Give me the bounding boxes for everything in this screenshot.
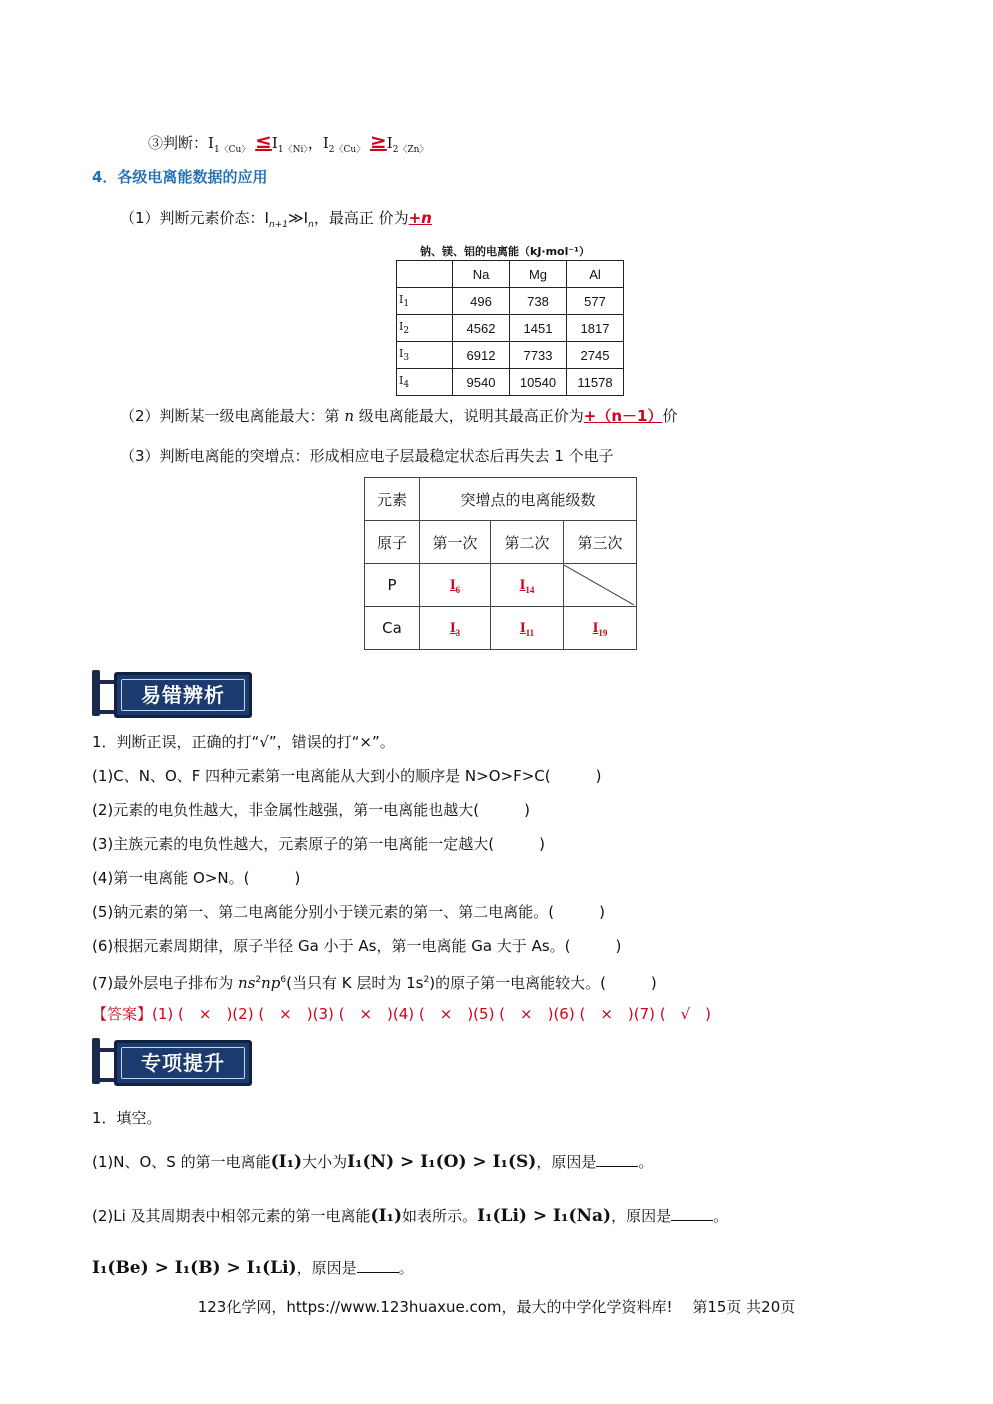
- table-cell: 11578: [567, 369, 624, 396]
- text: 如表所示。: [402, 1207, 478, 1225]
- table-row: [397, 288, 624, 315]
- fill-intro: 1．填空。: [92, 1109, 162, 1127]
- judge-item: (4)第一电离能 O>N。( ): [92, 869, 301, 887]
- math-expression: I₁(N) > I₁(O) > I₁(S): [347, 1152, 537, 1172]
- text: ，原因是: [536, 1153, 597, 1171]
- text: 。: [398, 1259, 414, 1277]
- answer-symbol: ≤: [255, 129, 272, 153]
- table-header-row: [397, 261, 624, 288]
- math-expression: (I₁): [370, 1206, 403, 1226]
- answer-text: (1) ( × )(2) ( × )(3) ( × )(4) ( × )(5) ( × )(6) ( × )(7) ( √ ): [152, 1005, 712, 1023]
- text: 〈Cu〉: [334, 145, 366, 155]
- table-cell: 496: [453, 288, 510, 315]
- text: 19: [598, 628, 608, 638]
- table-cell: Mg: [510, 261, 567, 288]
- banner-label: 专项提升: [121, 1047, 245, 1079]
- text: 2: [423, 975, 430, 985]
- text: n: [308, 220, 314, 230]
- table-cell: 577: [567, 288, 624, 315]
- text: ，I: [307, 134, 329, 152]
- table-cell: 第一次: [420, 521, 491, 564]
- table-cell: Na: [453, 261, 510, 288]
- text: ，原因是: [611, 1207, 672, 1225]
- text: 〈Cu〉: [219, 145, 251, 155]
- table-cell: 738: [510, 288, 567, 315]
- table-cell: [397, 369, 453, 396]
- table-cell: 9540: [453, 369, 510, 396]
- answer-text: I: [449, 577, 456, 593]
- text: 3: [403, 353, 410, 364]
- banner-label: 易错辨析: [121, 679, 245, 711]
- text: n+1: [268, 220, 288, 230]
- answer-line: [92, 1004, 711, 1024]
- text: 3: [455, 628, 461, 638]
- text: (1)N、O、S 的第一电离能: [92, 1153, 271, 1171]
- table-row: [397, 342, 624, 369]
- table-cell: [420, 564, 491, 607]
- table-cell: [420, 607, 491, 650]
- text: 4: [403, 380, 410, 391]
- table-row: [365, 607, 637, 650]
- table-cell: 1817: [567, 315, 624, 342]
- judge-item: (1)C、N、O、F 四种元素第一电离能从大到小的顺序是 N>O>F>C( ): [92, 767, 602, 785]
- math-expression: I₁(Li) > I₁(Na): [477, 1206, 612, 1226]
- text: 2: [328, 145, 335, 155]
- judge-item: (3)主族元素的电负性越大，元素原子的第一电离能一定越大( ): [92, 835, 545, 853]
- text: I: [399, 319, 404, 333]
- fill-question-1: [92, 1152, 653, 1172]
- table-cell: 10540: [510, 369, 567, 396]
- table-cell: [397, 288, 453, 315]
- text: I: [386, 134, 393, 152]
- section-title: 4．各级电离能数据的应用: [92, 168, 268, 186]
- text: np: [261, 974, 281, 992]
- diagonal-cell: [564, 564, 637, 607]
- table-cell: 6912: [453, 342, 510, 369]
- table-cell: P: [365, 564, 420, 607]
- text: 价: [662, 407, 678, 425]
- table-cell: [397, 261, 453, 288]
- text: ns: [238, 974, 256, 992]
- table-cell: 元素: [365, 478, 420, 521]
- text: 大小为: [302, 1153, 348, 1171]
- table-cell: [397, 342, 453, 369]
- jump-point-table: [364, 477, 637, 650]
- table-cell: [491, 607, 564, 650]
- table-cell: [397, 315, 453, 342]
- text: （2）判断某一级电离能最大：第: [120, 407, 345, 425]
- table-cell: 2745: [567, 342, 624, 369]
- ionization-energy-table: [396, 260, 624, 396]
- text: (2)Li 及其周期表中相邻元素的第一电离能: [92, 1207, 371, 1225]
- text: 。: [638, 1153, 654, 1171]
- paragraph-1: [120, 208, 432, 235]
- banner-plate: [114, 1040, 252, 1086]
- judge-item: (5)钠元素的第一、第二电离能分别小于镁元素的第一、第二电离能。( ): [92, 903, 605, 921]
- text: 6: [455, 585, 461, 595]
- answer-text: I: [519, 577, 526, 593]
- text: 14: [525, 585, 535, 595]
- answer-blank[interactable]: [596, 1152, 638, 1167]
- answer-blank[interactable]: [357, 1258, 399, 1273]
- table-caption: 钠、镁、铝的电离能（kJ·mol⁻¹）: [420, 245, 590, 258]
- answer-blank[interactable]: [671, 1206, 713, 1221]
- fill-question-2: [92, 1206, 728, 1226]
- answer-text: I: [519, 620, 526, 636]
- answer-text: +n: [408, 209, 432, 227]
- banner-plate: [114, 672, 252, 718]
- judge-item: (2)元素的电负性越大，非金属性越强，第一电离能也越大( ): [92, 801, 530, 819]
- fill-question-3: [92, 1258, 414, 1278]
- math-expression: (I₁): [270, 1152, 303, 1172]
- text: 2: [403, 326, 410, 337]
- section-banner: [92, 1038, 248, 1084]
- text: 级电离能最大，说明其最高正价为: [354, 407, 584, 425]
- table-cell: [564, 607, 637, 650]
- text: I: [399, 292, 404, 306]
- table-row: [397, 315, 624, 342]
- answer-text: I: [592, 620, 599, 636]
- answer-symbol: ≥: [369, 129, 387, 153]
- page-footer: 123化学网，https://www.123huaxue.com，最大的中学化学资料库! 第15页 共20页: [197, 1298, 796, 1316]
- text: n: [344, 407, 354, 425]
- table-cell: [491, 564, 564, 607]
- judgement-line: [148, 131, 428, 160]
- diagonal-line: [564, 565, 634, 605]
- text: I: [399, 373, 404, 387]
- judge-item: [92, 970, 657, 993]
- text: 。: [713, 1207, 729, 1225]
- judge-intro: 1．判断正误，正确的打“√”，错误的打“×”。: [92, 733, 395, 751]
- answer-text: I: [449, 620, 456, 636]
- text: 1: [213, 145, 220, 155]
- table-cell: 第二次: [491, 521, 564, 564]
- judge-item: (6)根据元素周期律，原子半径 Ga 小于 As，第一电离能 Ga 大于 As。( ): [92, 937, 622, 955]
- section-banner: [92, 670, 248, 716]
- text: ，最高正 价为: [313, 209, 409, 227]
- table-cell: Al: [567, 261, 624, 288]
- text: 2: [255, 975, 262, 985]
- text: 6: [280, 975, 287, 985]
- text: （1）判断元素价态：I: [120, 209, 269, 227]
- table-cell: 突增点的电离能级数: [420, 478, 637, 521]
- text: ≫I: [287, 209, 309, 227]
- table-header-row: [365, 478, 637, 521]
- table-header-row: [365, 521, 637, 564]
- table-cell: Ca: [365, 607, 420, 650]
- table-row: [397, 369, 624, 396]
- table-cell: 4562: [453, 315, 510, 342]
- text: 1: [403, 299, 410, 310]
- table-cell: 7733: [510, 342, 567, 369]
- answer-label: 【答案】: [92, 1005, 153, 1023]
- table-cell: 第三次: [564, 521, 637, 564]
- table-cell: 1451: [510, 315, 567, 342]
- answer-text: +（n－1）: [583, 407, 663, 425]
- text: (当只有 K 层时为 1s: [286, 974, 424, 992]
- table-cell: 原子: [365, 521, 420, 564]
- banner-pole: [92, 670, 100, 716]
- text: 11: [525, 628, 535, 638]
- text: 1: [277, 145, 284, 155]
- math-expression: I₁(Be) > I₁(B) > I₁(Li): [92, 1258, 297, 1278]
- text: 2: [392, 145, 399, 155]
- text: ③判断：I: [148, 134, 214, 152]
- paragraph-3: （3）判断电离能的突增点：形成相应电子层最稳定状态后再失去 1 个电子: [120, 447, 614, 465]
- text: (7)最外层电子排布为: [92, 974, 239, 992]
- table-row: [365, 564, 637, 607]
- text: 〈Zn〉: [398, 145, 429, 155]
- text: )的原子第一电离能较大。( ): [429, 974, 657, 992]
- text: I: [271, 134, 278, 152]
- banner-pole: [92, 1038, 100, 1084]
- text: I: [399, 346, 404, 360]
- text: ，原因是: [296, 1259, 357, 1277]
- paragraph-2: [120, 406, 677, 426]
- text: 〈Ni〉: [283, 145, 308, 155]
